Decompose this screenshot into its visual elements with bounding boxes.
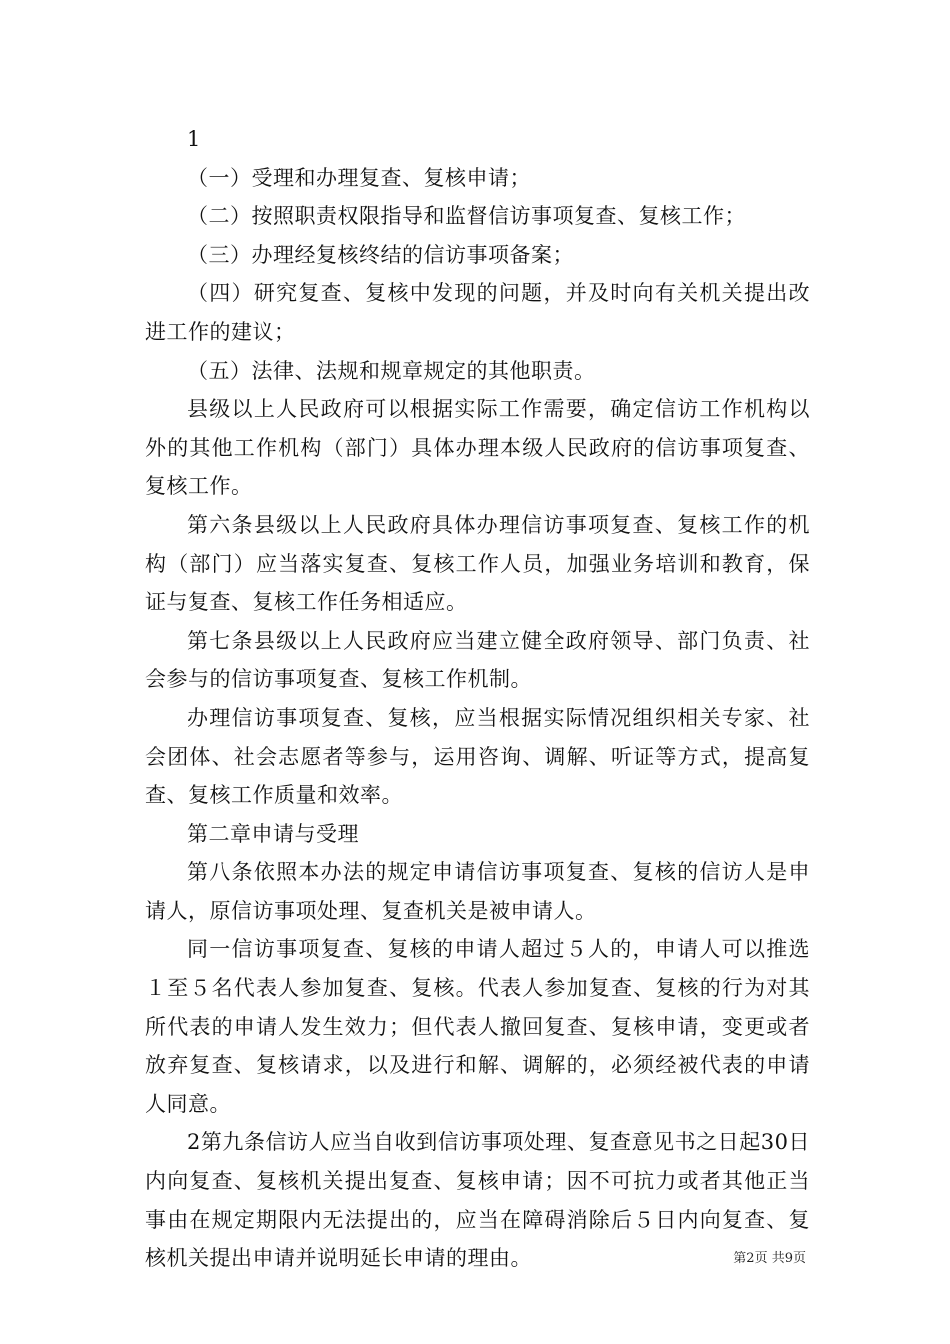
paragraph: 1 — [187, 127, 201, 151]
paragraph: （二）按照职责权限指导和监督信访事项复查、复核工作； — [187, 204, 746, 229]
paragraph: 办理信访事项复查、复核，应当根据实际情况组织相关专家、社会团体、社会志愿者等参与，运用咨询、调解、听证等方式，提高复查、复核工作质量和效率。 — [145, 705, 810, 808]
paragraph: 第七条县级以上人民政府应当建立健全政府领导、部门负责、社会参与的信访事项复查、复核工作机制。 — [145, 628, 810, 692]
footer-page-suffix: 页 — [792, 1251, 806, 1266]
page-footer — [733, 1247, 806, 1266]
paragraph: 2第九条信访人应当自收到信访事项处理、复查意见书之日起30日内向复查、复核机关提出复查、复核申请；因不可抗力或者其他正当事由在规定期限内无法提出的，应当在障碍消除后５日内向复查、复核机关提出申请并说明延长申请的理由。 — [145, 1130, 810, 1271]
footer-current-page: 2 — [746, 1251, 755, 1266]
paragraph: （一）受理和办理复查、复核申请； — [187, 165, 531, 190]
paragraph: （四）研究复查、复核中发现的问题，并及时向有关机关提出改进工作的建议； — [145, 281, 810, 344]
document-body — [145, 120, 810, 1278]
paragraph: 县级以上人民政府可以根据实际工作需要，确定信访工作机构以外的其他工作机构（部门）具体办理本级人民政府的信访事项复查、复核工作。 — [145, 397, 810, 499]
footer-total-pages: 9 — [784, 1251, 793, 1266]
paragraph: 第六条县级以上人民政府具体办理信访事项复查、复核工作的机构（部门）应当落实复查、复核工作人员，加强业务培训和教育，保证与复查、复核工作任务相适应。 — [145, 512, 810, 615]
footer-page-label: 第 — [733, 1251, 747, 1266]
chapter-heading: 第二章申请与受理 — [187, 821, 359, 846]
footer-page-sep: 页 共 — [754, 1251, 785, 1266]
paragraph: （五）法律、法规和规章规定的其他职责。 — [187, 358, 596, 383]
paragraph: （三）办理经复核终结的信访事项备案； — [187, 242, 574, 267]
paragraph: 第八条依照本办法的规定申请信访事项复查、复核的信访人是申请人，原信访事项处理、复查机关是被申请人。 — [145, 860, 810, 923]
paragraph: 同一信访事项复查、复核的申请人超过５人的，申请人可以推选１至５名代表人参加复查、复核。代表人参加复查、复核的行为对其所代表的申请人发生效力；但代表人撤回复查、复核申请，变更或者放弃复查、复核请求，以及进行和解、调解的，必须经被代表的申请人同意。 — [145, 937, 810, 1116]
